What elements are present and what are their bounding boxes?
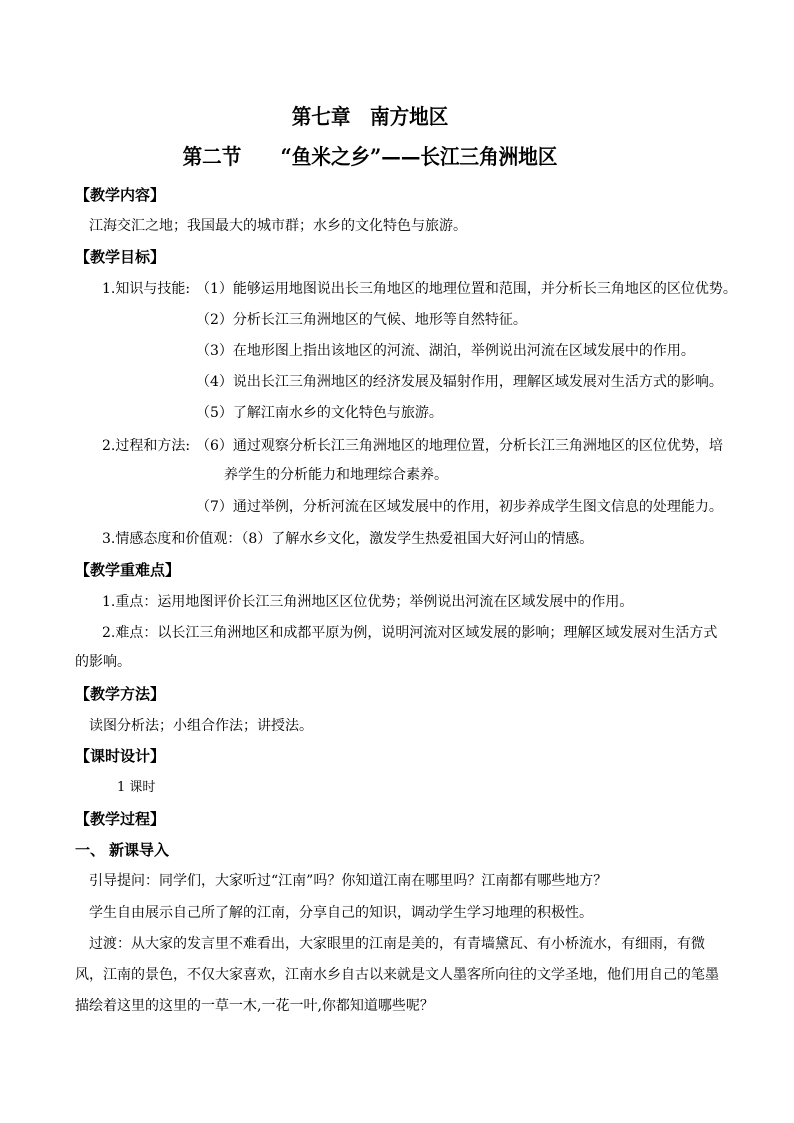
emotion-line: 3.情感态度和价值观：（8）了解水乡文化，激发学生热爱祖国大好河山的情感。	[102, 531, 594, 547]
knowledge-item-4: （4）说出长江三角洲地区的经济发展及辐射作用，理解区域发展对生活方式的影响。	[196, 374, 723, 390]
key-point-1: 1.重点：运用地图评价长江三角洲地区区位优势；举例说出河流在区域发展中的作用。	[102, 594, 634, 610]
process-heading: 【教学过程】	[75, 810, 166, 828]
section-1-title: 新课导入	[109, 841, 170, 859]
section-1-number: 一、	[75, 841, 106, 859]
methods-text: 读图分析法；小组合作法；讲授法。	[89, 718, 313, 734]
process-label: 2.过程和方法:	[102, 438, 191, 454]
process-item-6-line-1: （6）通过观察分析长江三角洲地区的地理位置，分析长江三角洲地区的区位优势，培	[196, 438, 723, 454]
schedule-heading: 【课时设计】	[75, 747, 166, 765]
key-point-2-line-1: 2.难点：以长江三角洲地区和成都平原为例，说明河流对区域发展的影响；理解区域发展对生活方式	[102, 625, 718, 641]
process-para-2: 学生自由展示自己所了解的江南，分享自己的知识，调动学生学习地理的积极性。	[89, 905, 593, 921]
knowledge-item-3: （3）在地形图上指出该地区的河流、湖泊，举例说出河流在区域发展中的作用。	[196, 343, 695, 359]
process-para-3-line-3: 描绘着这里的这里的一草一木,一花一叶,你都知道哪些呢？	[75, 998, 434, 1014]
content-text: 江海交汇之地；我国最大的城市群；水乡的文化特色与旅游。	[89, 218, 467, 234]
process-item-7: （7）通过举例，分析河流在区域发展中的作用，初步养成学生图文信息的处理能力。	[196, 499, 723, 515]
process-para-3-line-2: 风，江南的景色，不仅大家喜欢，江南水乡自古以来就是文人墨客所向往的文学圣地，他们用自己的笔墨	[75, 967, 719, 983]
objectives-heading: 【教学目标】	[75, 248, 166, 266]
key-point-2-line-2: 的影响。	[75, 654, 131, 670]
process-para-1: 引导提问：同学们，大家听过“江南”吗？你知道江南在哪里吗？江南都有哪些地方？	[89, 873, 608, 889]
process-para-3-line-1: 过渡：从大家的发言里不难看出，大家眼里的江南是美的，有青墙黛瓦、有小桥流水，有细雨，有微	[89, 936, 705, 952]
process-item-6-line-2: 养学生的分析能力和地理综合素养。	[224, 467, 448, 483]
knowledge-label: 1.知识与技能:	[102, 281, 191, 297]
knowledge-item-2: （2）分析长江三角洲地区的气候、地形等自然特征。	[196, 312, 527, 328]
content-heading: 【教学内容】	[75, 186, 166, 204]
chapter-title: 第七章 南方地区	[291, 104, 449, 129]
methods-heading: 【教学方法】	[75, 685, 166, 703]
key-points-heading: 【教学重难点】	[75, 561, 181, 579]
knowledge-item-5: （5）了解江南水乡的文化特色与旅游。	[196, 405, 443, 421]
schedule-text: 1 课时	[117, 780, 156, 795]
knowledge-item-1: （1）能够运用地图说出长三角地区的地理位置和范围，并分析长三角地区的区位优势。	[196, 281, 737, 297]
section-title: 第二节 “鱼米之乡”——长江三角洲地区	[182, 144, 558, 169]
